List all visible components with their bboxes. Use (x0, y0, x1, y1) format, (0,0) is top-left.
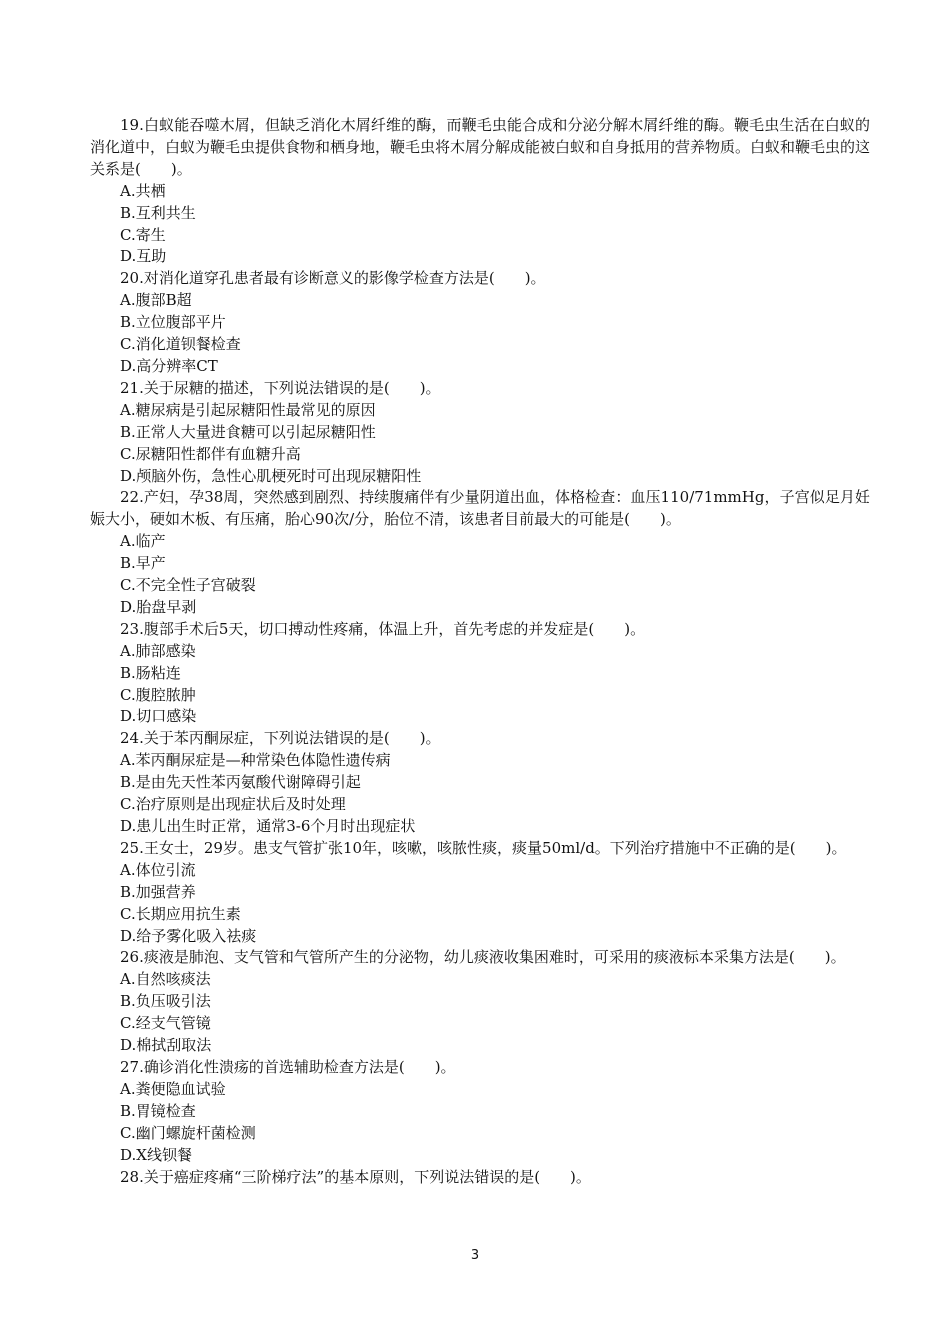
option-19-c: C.寄生 (120, 225, 166, 244)
option-25-c: C.长期应用抗生素 (120, 904, 241, 923)
option-26-b: B.负压吸引法 (120, 992, 211, 1011)
option-19-b: B.互利共生 (120, 203, 196, 222)
question-21-stem: 21.关于尿糖的描述，下列说法错误的是( )。 (120, 378, 441, 397)
option-19-d: D.互助 (120, 247, 167, 266)
option-25-b: B.加强营养 (120, 882, 196, 901)
option-25-a: A.体位引流 (120, 860, 196, 879)
option-27-d: D.X线钡餐 (120, 1145, 192, 1164)
option-21-b: B.正常人大量进食糖可以引起尿糖阳性 (120, 422, 376, 441)
option-22-d: D.胎盘早剥 (120, 597, 197, 616)
option-21-d: D.颅脑外伤，急性心肌梗死时可出现尿糖阳性 (120, 466, 422, 485)
option-21-a: A.糖尿病是引起尿糖阳性最常见的原因 (120, 400, 376, 419)
option-22-c: C.不完全性子宫破裂 (120, 576, 256, 595)
question-26-stem: 26.痰液是肺泡、支气管和气管所产生的分泌物，幼儿痰液收集困难时，可采用的痰液标本采集方法是( )。 (120, 948, 846, 967)
question-20-stem: 20.对消化道穿孔患者最有诊断意义的影像学检查方法是( )。 (120, 269, 546, 288)
question-23-stem: 23.腹部手术后5天，切口搏动性疼痛，体温上升，首先考虑的并发症是( )。 (120, 619, 646, 638)
option-24-a: A.苯丙酮尿症是—种常染色体隐性遗传病 (120, 751, 391, 770)
question-24-stem: 24.关于苯丙酮尿症，下列说法错误的是( )。 (120, 729, 441, 748)
question-22-stem: 22.产妇，孕38周，突然感到剧烈、持续腹痛伴有少量阴道出血，体格检查：血压110/71mmHg，子宫似足月妊娠大小，硬如木板、有压痛，胎心90次/分，胎位不清，该患者目前最大的可能是( )。 (90, 488, 870, 529)
option-24-b: B.是由先天性苯丙氨酸代谢障碍引起 (120, 773, 361, 792)
option-24-d: D.患儿出生时正常，通常3-6个月时出现症状 (120, 817, 416, 835)
option-22-a: A.临产 (120, 532, 166, 551)
option-26-d: D.棉拭刮取法 (120, 1036, 212, 1055)
option-25-d: D.给予雾化吸入祛痰 (120, 926, 257, 945)
option-20-a: A.腹部B超 (120, 291, 192, 310)
option-24-c: C.治疗原则是出现症状后及时处理 (120, 795, 346, 814)
question-25-stem: 25.王女士，29岁。患支气管扩张10年，咳嗽，咳脓性痰，痰量50ml/d。下列治疗措施中不正确的是( )。 (120, 838, 847, 857)
option-20-b: B.立位腹部平片 (120, 313, 226, 332)
option-26-c: C.经支气管镜 (120, 1014, 211, 1033)
option-27-b: B.胃镜检查 (120, 1101, 196, 1120)
option-23-a: A.肺部感染 (120, 641, 196, 660)
document-body (90, 115, 870, 1188)
question-19-stem: 19.白蚁能吞噬木屑，但缺乏消化木屑纤维的酶，而鞭毛虫能合成和分泌分解木屑纤维的酶。鞭毛虫生活在白蚁的消化道中，白蚁为鞭毛虫提供食物和栖身地，鞭毛虫将木屑分解成能被白蚁和自身抵用的营养物质。白蚁和鞭毛虫的这关系是( )。 (90, 116, 871, 178)
option-22-b: B.早产 (120, 554, 166, 573)
option-19-a: A.共栖 (120, 181, 166, 200)
option-23-b: B.肠粘连 (120, 663, 181, 682)
question-27-stem: 27.确诊消化性溃疡的首选辅助检查方法是( )。 (120, 1057, 456, 1076)
option-27-c: C.幽门螺旋杆菌检测 (120, 1123, 256, 1142)
option-20-c: C.消化道钡餐检查 (120, 335, 241, 354)
option-20-d: D.高分辨率CT (120, 356, 218, 375)
option-21-c: C.尿糖阳性都伴有血糖升高 (120, 444, 301, 463)
option-26-a: A.自然咳痰法 (120, 970, 211, 989)
option-27-a: A.粪便隐血试验 (120, 1079, 226, 1098)
option-23-c: C.腹腔脓肿 (120, 685, 196, 704)
question-28-stem: 28.关于癌症疼痛“三阶梯疗法”的基本原则，下列说法错误的是( )。 (120, 1167, 591, 1186)
page-number: 3 (470, 1248, 480, 1263)
option-23-d: D.切口感染 (120, 707, 197, 726)
